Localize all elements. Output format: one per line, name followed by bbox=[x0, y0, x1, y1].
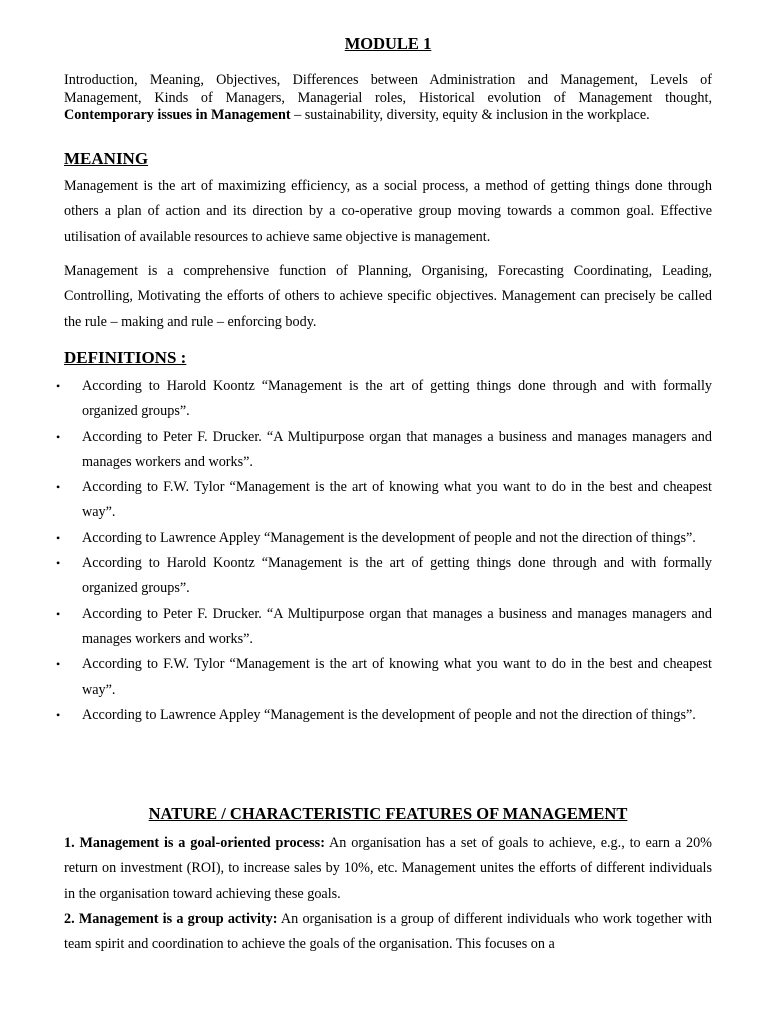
syllabus-bold: Contemporary issues in Management bbox=[64, 107, 291, 123]
definition-item bbox=[56, 602, 712, 653]
meaning-paragraph-2: Management is a comprehensive function of Planning, Organising, Forecasting Coordinating, Leading, Controlling, Motivating the efforts of others to achieve specific objectives. Management can precisely be called the rule – making and rule – enforcing body. bbox=[64, 263, 712, 330]
page-title: MODULE 1 bbox=[344, 34, 432, 53]
feature-1-text: An organisation has a set of goals to achieve, e.g., to earn a 20% return on investment (ROI), to increase sales by 10%, etc. Management unites the efforts of different individuals in the organisation toward achieving these goals. bbox=[64, 835, 712, 902]
definition-item bbox=[56, 425, 712, 476]
definition-text: According to Peter F. Drucker. “A Multipurpose organ that manages a business and manages managers and manages workers and works”. bbox=[82, 428, 712, 470]
definition-text: According to Harold Koontz “Management is the art of getting things done through and with formally organized groups”. bbox=[82, 555, 712, 597]
definition-item bbox=[56, 551, 712, 602]
definition-item bbox=[56, 475, 712, 526]
bullet-icon: • bbox=[56, 657, 61, 672]
feature-1-title: 1. Management is a goal-oriented process: bbox=[64, 835, 325, 851]
definition-item bbox=[56, 374, 712, 425]
bullet-icon: • bbox=[56, 606, 61, 621]
definition-item bbox=[56, 703, 712, 728]
definitions-list bbox=[56, 374, 712, 728]
definitions-heading: DEFINITIONS : bbox=[64, 348, 187, 367]
bullet-icon: • bbox=[56, 429, 61, 444]
bullet-icon: • bbox=[56, 530, 61, 545]
bullet-icon: • bbox=[56, 379, 61, 393]
definition-text: According to Lawrence Appley “Management is the development of people and not the direction of things”. bbox=[82, 706, 696, 723]
definition-text: According to F.W. Tylor “Management is the art of knowing what you want to do in the best and cheapest way”. bbox=[82, 656, 712, 698]
definition-text: According to Lawrence Appley “Management is the development of people and not the direction of things”. bbox=[82, 529, 696, 546]
syllabus-text-part1: Introduction, Meaning, Objectives, Differences between Administration and Management, Levels of Management, Kinds of Managers, Managerial roles, Historical evolution of Management thought, bbox=[64, 72, 712, 106]
bullet-icon: • bbox=[56, 480, 61, 495]
feature-2-text: An organisation is a group of different individuals who work together with team spirit and coordination to achieve the goals of the organisation. This focuses on a bbox=[64, 911, 712, 953]
definition-item bbox=[56, 526, 712, 551]
feature-2-title: 2. Management is a group activity: bbox=[64, 911, 278, 927]
syllabus-text-part2: – sustainability, diversity, equity & inclusion in the workplace. bbox=[290, 107, 650, 123]
meaning-heading: MEANING bbox=[64, 149, 149, 168]
definition-text: According to F.W. Tylor “Management is the art of knowing what you want to do in the best and cheapest way”. bbox=[82, 479, 712, 521]
meaning-paragraph-1: Management is the art of maximizing efficiency, as a social process, a method of getting things done through others a plan of action and its direction by a co-operative group moving towards a common goal. Effective utilisation of available resources to achieve same objective is management. bbox=[64, 178, 712, 245]
syllabus-text bbox=[64, 72, 712, 125]
bullet-icon: • bbox=[56, 556, 61, 571]
definition-text: According to Peter F. Drucker. “A Multipurpose organ that manages a business and manages managers and manages workers and works”. bbox=[82, 605, 712, 647]
definition-text: According to Harold Koontz “Management is the art of getting things done through and with formally organized groups”. bbox=[82, 378, 712, 420]
feature-2 bbox=[64, 907, 712, 958]
definition-item bbox=[56, 652, 712, 703]
bullet-icon: • bbox=[56, 707, 61, 722]
feature-1 bbox=[64, 831, 712, 907]
nature-heading: NATURE / CHARACTERISTIC FEATURES OF MANAGEMENT bbox=[148, 804, 628, 823]
